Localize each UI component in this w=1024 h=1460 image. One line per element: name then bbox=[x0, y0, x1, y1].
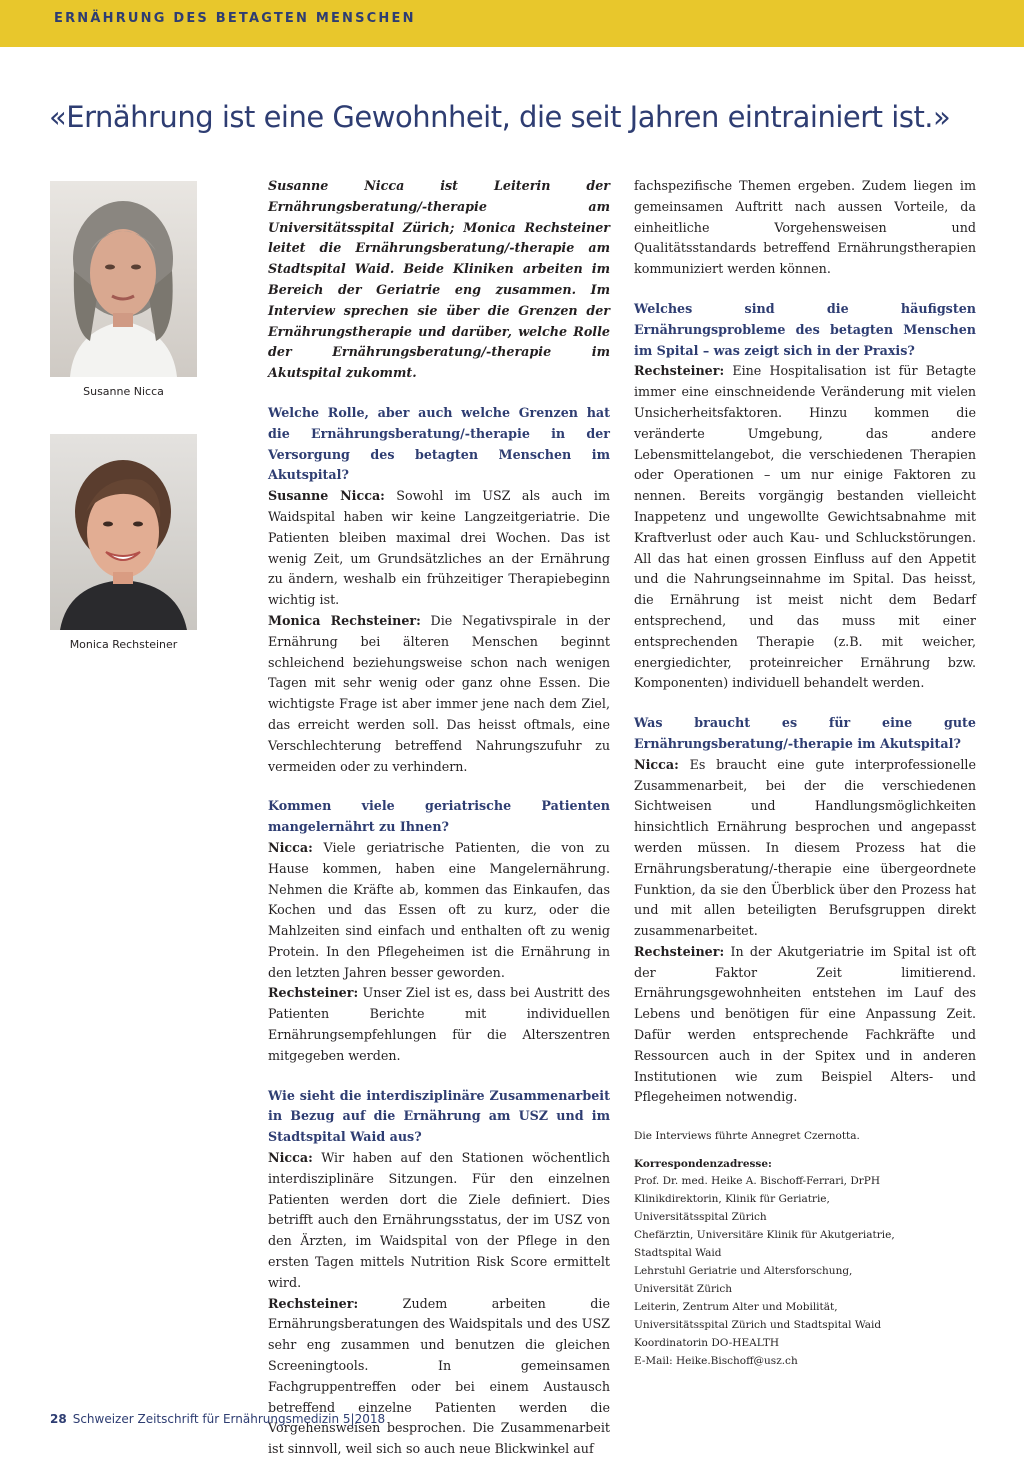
speaker-name: Nicca: bbox=[634, 756, 679, 772]
answer-text: Zudem arbeiten die Ernährungsberatungen des Waidspitals und des USZ sehr eng zusammen und benutzen die gleichen Screeningtools. In gemeinsamen Fachgruppentreffen oder bei einem Austausch betreffend einzelne Patienten werden die Vorgehensweisen besprochen. Die Zusammenarbeit ist sinnvoll, weil sich so auch neue Blickwinkel auf bbox=[268, 1295, 610, 1457]
answer-text: Die Negativspirale in der Ernährung bei älteren Menschen beginnt schleichend beziehungsweise schon nach wenigen Tagen mit sehr wenig oder ganz ohne Essen. Die wichtigste Frage ist aber immer jene nach dem Ziel, das erreicht werden soll. Das heisst oftmals, eine Verschlechterung betreffend Nahrungszufuhr zu vermeiden oder zu verhindern. bbox=[268, 612, 610, 774]
page-footer bbox=[50, 1412, 385, 1426]
answer-text: Eine Hospitalisation ist für Betagte immer eine einschneidende Veränderung mit vielen Unsicherheitsfaktoren. Hinzu kommen die veränderte Umgebung, das andere Lebensmittelangebot, die verschiedenen Therapien oder Operationen – um nur einige Faktoren zu nennen. Bereits vorgängig bestanden vielleicht Inappetenz und ungewollte Gewichtsabnahme mit Kraftverlust oder auch Kau- und Schluckstörungen. All das hat einen grossen Einfluss auf den Appetit und die Nahrungseinnahme im Spital. Das heisst, die Ernährung ist meist nicht dem Bedarf entsprechend, und das muss mit einer entsprechenden Therapie (z.B. mit weicher, energiedichter, proteinreicher Ernährung bzw. Komponenten) individuell behandelt werden. bbox=[634, 363, 976, 691]
interview-answer bbox=[634, 755, 976, 942]
speaker-name: Rechsteiner: bbox=[268, 1295, 359, 1311]
answer-text: Viele geriatrische Patienten, die von zu Hause kommen, haben eine Mangelernährung. Nehmen die Kräfte ab, kommen das Einkaufen, das Kochen und das Essen oft zu kurz, oder die Mahlzeiten sind einfach und enthalten oft zu wenig Protein. In den Pflegeheimen ist die Ernährung in den letzten Jahren besser geworden. bbox=[268, 839, 610, 980]
text-column-left bbox=[268, 176, 610, 1460]
portrait-image bbox=[50, 434, 197, 630]
section-label: ERNÄHRUNG DES BETAGTEN MENSCHEN bbox=[54, 11, 416, 26]
address-line: Stadtspital Waid bbox=[634, 1247, 722, 1260]
photo-caption: Monica Rechsteiner bbox=[69, 638, 178, 651]
address-line: Leiterin, Zentrum Alter und Mobilität, bbox=[634, 1301, 838, 1314]
speaker-name: Rechsteiner: bbox=[634, 363, 725, 379]
answer-text: In der Akutgeriatrie im Spital ist oft der Faktor Zeit limitierend. Ernährungsgewohnheiten entstehen im Lauf des Lebens und benötigen für eine Anpassung Zeit. Dafür werden entsprechende Fachkräfte und Ressourcen auch in der Spitex und in anderen Institutionen wie zum Beispiel Alters- und Pflegeheimen notwendig. bbox=[634, 943, 976, 1105]
portrait-photo-monica-rechsteiner bbox=[50, 434, 197, 630]
answer-text: Sowohl im USZ als auch im Waidspital haben wir keine Langzeitgeriatrie. Die Patienten bleiben maximal drei Wochen. Das ist wenig Zeit, um Grundsätzliches an der Ernährung zu ändern, weshalb ein frühzeitiger Therapiebeginn wichtig ist. bbox=[268, 488, 610, 608]
speaker-name: Nicca: bbox=[268, 1150, 313, 1166]
portrait-image bbox=[50, 181, 197, 377]
interview-answer bbox=[268, 1148, 610, 1294]
interview-answer bbox=[268, 611, 610, 777]
interview-credit: Die Interviews führte Annegret Czernotta. bbox=[634, 1130, 860, 1143]
address-email: E-Mail: Heike.Bischoff@usz.ch bbox=[634, 1355, 798, 1368]
speaker-name: Nicca: bbox=[268, 839, 313, 855]
speaker-name: Rechsteiner: bbox=[268, 985, 359, 1001]
article-intro: Susanne Nicca ist Leiterin der Ernährungsberatung/-therapie am Universitätsspital Zürich; Monica Rechsteiner leitet die Ernährungsberatung/-therapie am Stadtspital Waid. Beide Kliniken arbeiten im Bereich der Geriatrie eng zusammen. Im Interview sprechen sie über die Grenzen der Ernährungstherapie und darüber, welche Rolle der Ernährungsberatung/-therapie im Akutspital zukommt. bbox=[268, 178, 610, 381]
interview-question: Was braucht es für eine gute Ernährungsberatung/-therapie im Akutspital? bbox=[634, 715, 976, 751]
answer-text: Wir haben auf den Stationen wöchentlich interdisziplinäre Sitzungen. Für den einzelnen Patienten werden dort die Ziele definiert. Dies betrifft auch den Ernährungsstatus, der im USZ von den Ärzten, im Waidspital von der Pflege in den ersten Tagen mittels Nutrition Risk Score ermittelt wird. bbox=[268, 1150, 610, 1290]
address-line: Universitätsspital Zürich bbox=[634, 1211, 767, 1224]
text-column-right bbox=[634, 176, 976, 1370]
article-title: «Ernährung ist eine Gewohnheit, die seit Jahren eintrainiert ist.» bbox=[49, 100, 951, 134]
page-number: 28 bbox=[50, 1412, 67, 1426]
address-line: Lehrstuhl Geriatrie und Altersforschung, bbox=[634, 1265, 853, 1278]
address-line: Universität Zürich bbox=[634, 1283, 732, 1296]
answer-text: Es braucht eine gute interprofessionelle Zusammenarbeit, bei der die verschiedenen Sichtweisen und Handlungsmöglichkeiten hinsichtlich Ernährung besprochen und angepasst werden müssen. In diesem Prozess hat die Ernährungsberatung/-therapie eine übergeordnete Funktion, da sie den Überblick über den Prozess hat und mit allen beteiligten Berufsgruppen direkt zusammenarbeitet. bbox=[634, 756, 976, 939]
address-line: Klinikdirektorin, Klinik für Geriatrie, bbox=[634, 1193, 830, 1206]
interview-answer bbox=[268, 983, 610, 1066]
interview-question: Wie sieht die interdisziplinäre Zusammenarbeit in Bezug auf die Ernährung am USZ und im Stadtspital Waid aus? bbox=[268, 1087, 610, 1145]
interview-answer bbox=[268, 1294, 610, 1460]
photo-caption: Susanne Nicca bbox=[83, 385, 164, 398]
interview-question: Welche Rolle, aber auch welche Grenzen hat die Ernährungsberatung/-therapie in der Versorgung des betagten Menschen im Akutspital? bbox=[268, 404, 610, 483]
journal-name: Schweizer Zeitschrift für Ernährungsmedizin 5|2018 bbox=[72, 1412, 386, 1426]
address-line: Prof. Dr. med. Heike A. Bischoff-Ferrari, DrPH bbox=[634, 1175, 881, 1188]
address-line: Chefärztin, Universitäre Klinik für Akutgeriatrie, bbox=[634, 1229, 895, 1242]
interview-answer bbox=[268, 486, 610, 611]
interview-question: Welches sind die häufigsten Ernährungsprobleme des betagten Menschen im Spital – was zeigt sich in der Praxis? bbox=[634, 300, 976, 358]
interview-answer bbox=[268, 838, 610, 984]
correspondence-label: Korrespondenzadresse: bbox=[634, 1158, 772, 1171]
address-line: Universitätsspital Zürich und Stadtspital Waid bbox=[634, 1319, 882, 1332]
address-line: Koordinatorin DO-HEALTH bbox=[634, 1337, 779, 1350]
interview-answer bbox=[634, 361, 976, 694]
speaker-name: Rechsteiner: bbox=[634, 943, 725, 959]
speaker-name: Monica Rechsteiner: bbox=[268, 612, 421, 628]
section-header-bar bbox=[0, 0, 1024, 47]
correspondence-address bbox=[634, 1172, 976, 1370]
answer-text: Unser Ziel ist es, dass bei Austritt des Patienten Berichte mit individuellen Ernährungsempfehlungen für die Alterszentren mitgegeben werden. bbox=[268, 985, 610, 1063]
speaker-name: Susanne Nicca: bbox=[268, 488, 385, 504]
portrait-photo-susanne-nicca bbox=[50, 181, 197, 377]
continued-paragraph: fachspezifische Themen ergeben. Zudem liegen im gemeinsamen Auftritt nach aussen Vorteile, da einheitliche Vorgehensweisen und Qualitätsstandards betreffend Ernährungstherapien kommuniziert werden können. bbox=[634, 178, 976, 277]
interview-question: Kommen viele geriatrische Patienten mangelernährt zu Ihnen? bbox=[268, 798, 610, 835]
interview-answer bbox=[634, 942, 976, 1108]
